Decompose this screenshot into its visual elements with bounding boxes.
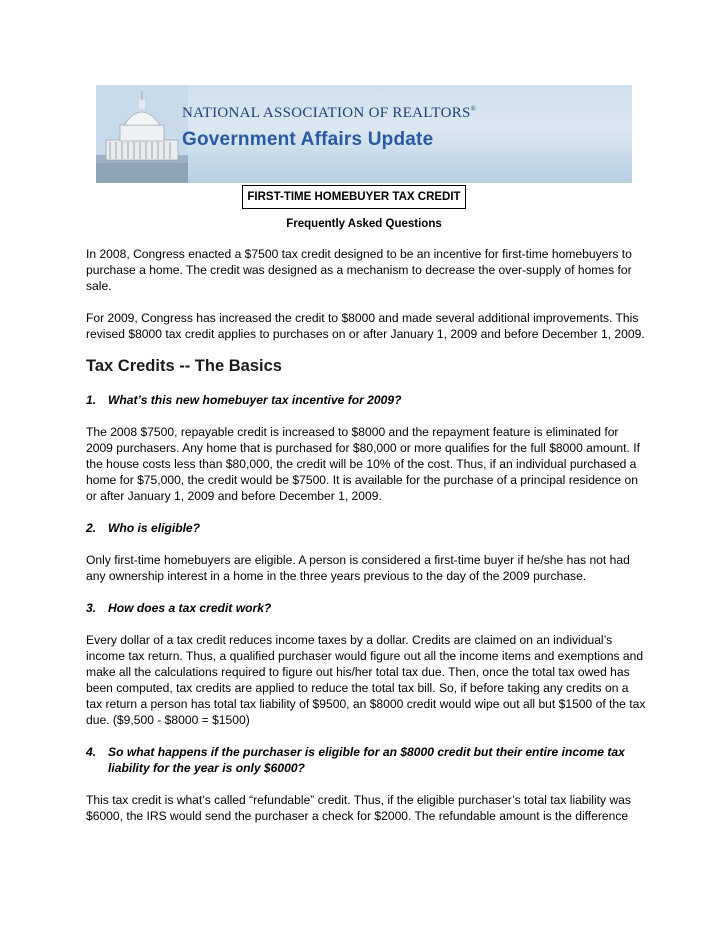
question-heading: 3. How does a tax credit work? xyxy=(86,601,272,615)
question-heading: 4. So what happens if the purchaser is eligible for an $8000 credit but their entire income tax liability for the year is only $6000? xyxy=(86,745,625,775)
answer-paragraph: Every dollar of a tax credit reduces income taxes by a dollar. Credits are claimed on an individual’s income tax return. Thus, a qualified purchaser would figure out all the income items and exemptions and make all the calculations required to figure out his/her total tax due. Then, once the total tax owed has been computed, tax credits are applied to reduce the total tax bill. So, if before taking any credits on a tax return a person has total tax liability of $9500, an $8000 credit would wipe out all but $1500 of the tax due. ($9,500 - $8000 = $1500) xyxy=(86,633,646,727)
question-heading: 1. What’s this new homebuyer tax incentive for 2009? xyxy=(86,393,402,407)
section-heading: Tax Credits -- The Basics xyxy=(86,357,282,375)
answer-paragraph: Only first-time homebuyers are eligible. A person is considered a first-time buyer if he/she has not had any ownership interest in a home in the three years previous to the day of the 2009 purchase. xyxy=(86,553,630,583)
answer-paragraph: This tax credit is what’s called “refundable” credit. Thus, if the eligible purchaser’s total tax liability was $6000, the IRS would send the purchaser a check for $2000. The refundable amount is the difference xyxy=(86,793,631,823)
capitol-building-image xyxy=(96,85,188,183)
document-subtitle: Frequently Asked Questions xyxy=(286,218,442,230)
intro-paragraph: For 2009, Congress has increased the credit to $8000 and made several additional improvements. This revised $8000 tax credit applies to purchases on or after January 1, 2009 and before December 1, 2009. xyxy=(86,311,645,341)
organization-name: NATIONAL ASSOCIATION OF REALTORS® xyxy=(182,105,477,121)
answer-paragraph: The 2008 $7500, repayable credit is increased to $8000 and the repayment feature is eliminated for 2009 purchasers. Any home that is purchased for $80,000 or more qualifies for the full $8000 amount. If the house costs less than $80,000, the credit will be 10% of the cost. Thus, if an individual purchased a home for $75,000, the credit would be $7500. It is available for the purchase of a principal residence on or after January 1, 2009 and before December 1, 2009. xyxy=(86,425,640,503)
question-heading: 2. Who is eligible? xyxy=(86,521,201,535)
document-body xyxy=(86,246,646,840)
document-title-box: FIRST-TIME HOMEBUYER TAX CREDIT xyxy=(242,185,466,209)
intro-paragraph: In 2008, Congress enacted a $7500 tax credit designed to be an incentive for first-time homebuyers to purchase a home. The credit was designed as a mechanism to decrease the over-supply of homes for sale. xyxy=(86,247,632,293)
banner-title: Government Affairs Update xyxy=(182,129,434,150)
header-banner xyxy=(96,85,632,183)
